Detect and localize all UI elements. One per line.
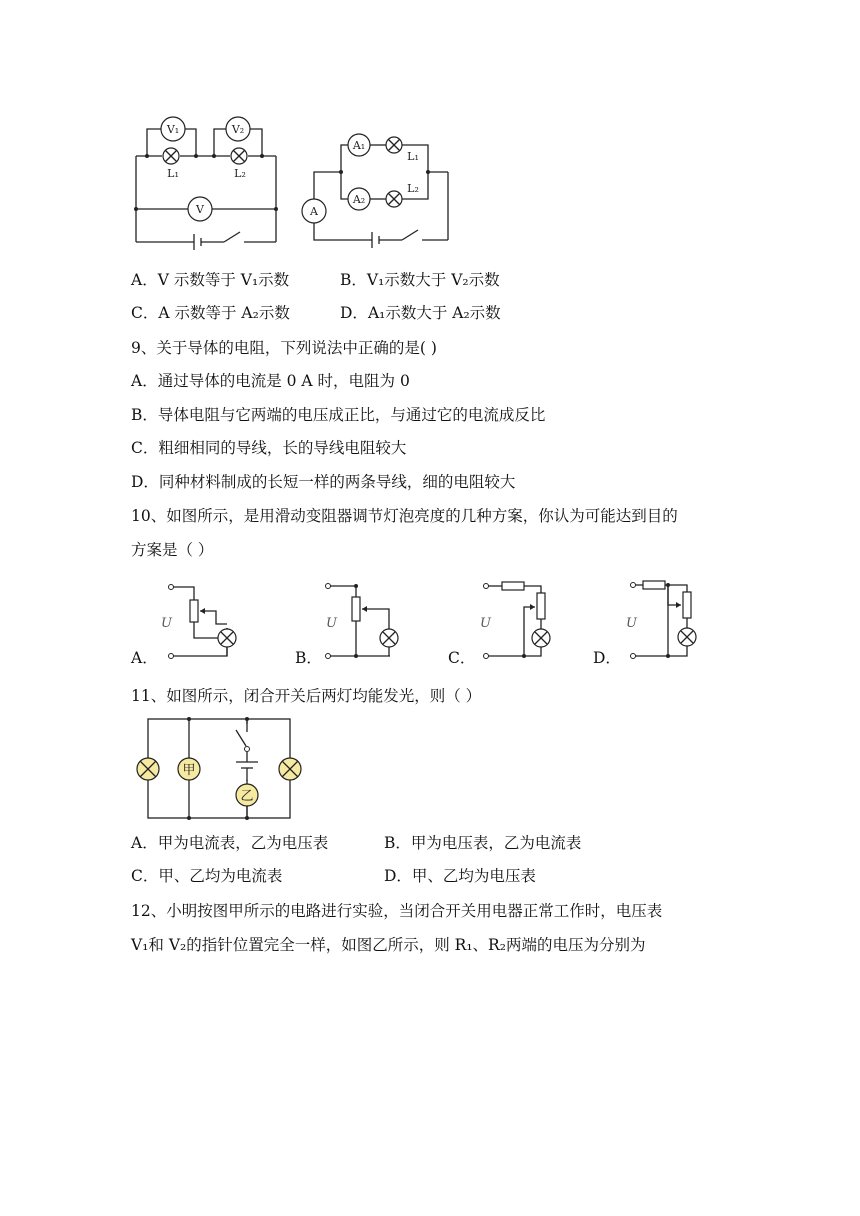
svg-text:U: U — [326, 616, 337, 631]
q11-option-b[interactable]: B．甲为电压表，乙为电流表 — [384, 834, 582, 852]
svg-text:U: U — [626, 616, 637, 631]
meter-jia — [178, 758, 200, 780]
svg-text:L₂: L₂ — [234, 167, 246, 180]
q10-option-d[interactable]: D． — [593, 649, 621, 667]
q12-stem-line2: V₁和 V₂的指针位置完全一样，如图乙所示，则 R₁、R₂两端的电压为分别为 — [131, 936, 646, 954]
svg-text:A₁: A₁ — [352, 139, 366, 152]
q9-option-d[interactable]: D．同种材料制成的长短一样的两条导线，细的电阻较大 — [131, 473, 516, 491]
q11-option-d[interactable]: D．甲、乙均为电压表 — [384, 867, 536, 885]
option-text: V 示数等于 V₁示数 — [157, 271, 290, 289]
svg-text:V₂: V₂ — [231, 123, 245, 136]
svg-text:乙: 乙 — [240, 789, 254, 804]
q10-option-a[interactable]: A． — [131, 649, 158, 667]
svg-text:L₁: L₁ — [167, 167, 179, 180]
svg-text:U: U — [480, 616, 491, 631]
svg-text:甲: 甲 — [182, 763, 196, 778]
svg-text:A₂: A₂ — [352, 193, 366, 206]
q10-stem-line2: 方案是（ ） — [131, 541, 214, 559]
q9-option-a[interactable]: A．通过导体的电流是 0 A 时，电阻为 0 — [131, 372, 410, 390]
option-letter: A． — [131, 271, 158, 289]
lamp-right — [279, 758, 301, 780]
svg-text:V₁: V₁ — [166, 123, 180, 136]
q9-option-c[interactable]: C．粗细相同的导线，长的导线电阻较大 — [131, 439, 407, 457]
q11-option-c[interactable]: C．甲、乙均为电流表 — [131, 867, 283, 885]
option-letter: C． — [131, 304, 159, 322]
q9-option-b[interactable]: B．导体电阻与它两端的电压成正比，与通过它的电流成反比 — [131, 406, 546, 424]
meter-yi — [236, 784, 258, 806]
svg-text:V: V — [196, 203, 204, 216]
q10-option-c[interactable]: C． — [448, 649, 476, 667]
q9-stem: 9、关于导体的电阻，下列说法中正确的是( ) — [131, 339, 437, 357]
option-letter: B． — [340, 271, 367, 289]
lamp-left — [137, 758, 159, 780]
q12-stem-line1: 12、小明按图甲所示的电路进行实验，当闭合开关用电器正常工作时，电压表 — [131, 902, 663, 920]
option-text: V₁示数大于 V₂示数 — [366, 271, 500, 289]
q11-stem: 11、如图所示，闭合开关后两灯均能发光，则（ ） — [131, 687, 482, 705]
option-letter: D． — [340, 304, 368, 322]
svg-text:U: U — [161, 616, 172, 631]
q10-option-b[interactable]: B． — [295, 649, 322, 667]
svg-text:L₂: L₂ — [407, 182, 419, 195]
q10-stem-line1: 10、如图所示，是用滑动变阻器调节灯泡亮度的几种方案，你认为可能达到目的 — [131, 507, 678, 525]
svg-text:L₁: L₁ — [407, 150, 419, 163]
svg-text:A: A — [310, 205, 318, 218]
option-text: A 示数等于 A₂示数 — [158, 304, 290, 322]
q11-option-a[interactable]: A．甲为电流表，乙为电压表 — [131, 834, 329, 852]
option-text: A₁示数大于 A₂示数 — [367, 304, 501, 322]
